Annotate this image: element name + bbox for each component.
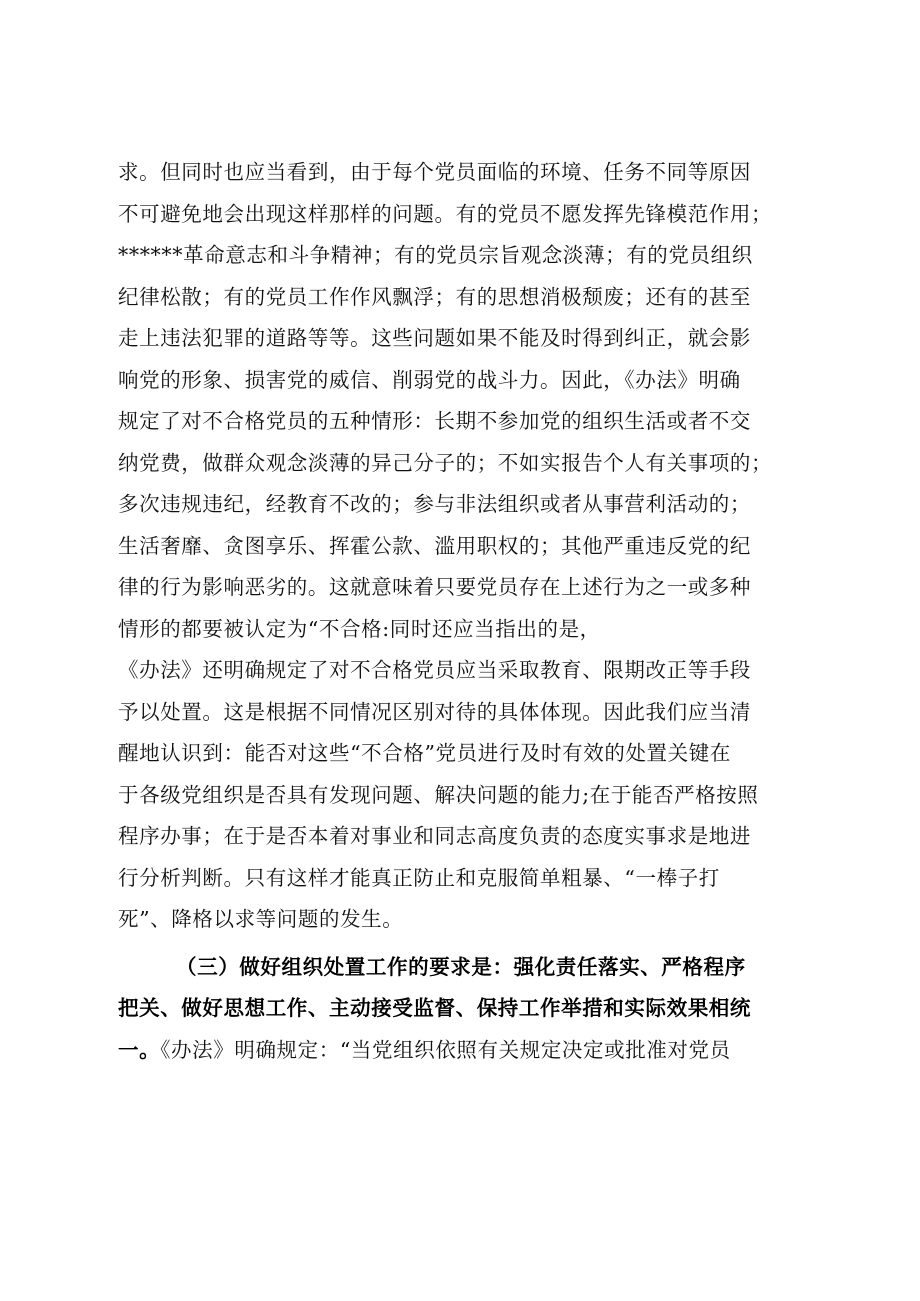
section-body-line	[118, 1030, 830, 1072]
paragraph-line: 规定了对不合格党员的五种情形：长期不参加党的组织生活或者不交	[118, 409, 751, 433]
paragraph-line: 生活奢靡、贪图享乐、挥霍公款、滥用职权的；其他严重违反党的纪	[118, 533, 751, 558]
paragraph-line: 情形的都要被认定为“不合格:同时还应当指出的是，	[118, 616, 601, 641]
paragraph-line: 纳党费，做群众观念淡薄的异己分子的；不如实报告个人有关事项的；	[118, 450, 773, 475]
paragraph-line: 醒地认识到：能否对这些“不合格”党员进行及时有效的处置关键在	[118, 741, 731, 765]
paragraph-line: 多次违规违纪，经教育不改的；参与非法组织或者从事营利活动的；	[118, 492, 751, 516]
paragraph-line: 纪律松散；有的党员工作作风飘浮；有的思想消极颓废；还有的甚至	[118, 284, 751, 309]
paragraph-line: ******革命意志和斗争精神；有的党员宗旨观念淡薄；有的党员组织	[118, 243, 753, 267]
section-heading-line: 把关、做好思想工作、主动接受监督、保持工作举措和实际效果相统	[118, 996, 751, 1020]
paragraph-line: 程序办事；在于是否本着对事业和同志高度负责的态度实事求是地进	[118, 824, 751, 848]
paragraph-line: 于各级党组织是否具有发现问题、解决问题的能力;在于能否严格按照	[118, 782, 759, 807]
section-heading-line: （三）做好组织处置工作的要求是：强化责任落实、严格程序	[176, 954, 746, 979]
paragraph-line: 求。但同时也应当看到，由于每个党员面临的环境、任务不同等原因	[118, 160, 751, 184]
body-text	[118, 152, 830, 1071]
paragraph-line: 走上违法犯罪的道路等等。这些问题如果不能及时得到纠正，就会影	[118, 326, 751, 350]
paragraph-line: 律的行为影响恶劣的。这就意味着只要党员存在上述行为之一或多种	[118, 575, 751, 599]
paragraph-line: 响党的形象、损害党的威信、削弱党的战斗力。因此，《办法》明确	[118, 367, 741, 392]
paragraph-line: 《办法》还明确规定了对不合格党员应当采取教育、限期改正等手段	[118, 658, 751, 682]
section-heading-tail: 一。	[118, 1037, 161, 1062]
paragraph-line: 死”、降格以求等问题的发生。	[118, 907, 404, 931]
paragraph-line: 行分析判断。只有这样才能真正防止和克服简单粗暴、“一棒子打	[118, 865, 720, 890]
section-body-text: 《办法》明确规定：“当党组织依照有关规定决定或批准对党员	[160, 1037, 731, 1062]
paragraph-line: 不可避免地会出现这样那样的问题。有的党员不愿发挥先锋模范作用；	[118, 201, 773, 226]
paragraph-line: 予以处置。这是根据不同情况区别对待的具体体现。因此我们应当清	[118, 699, 751, 724]
